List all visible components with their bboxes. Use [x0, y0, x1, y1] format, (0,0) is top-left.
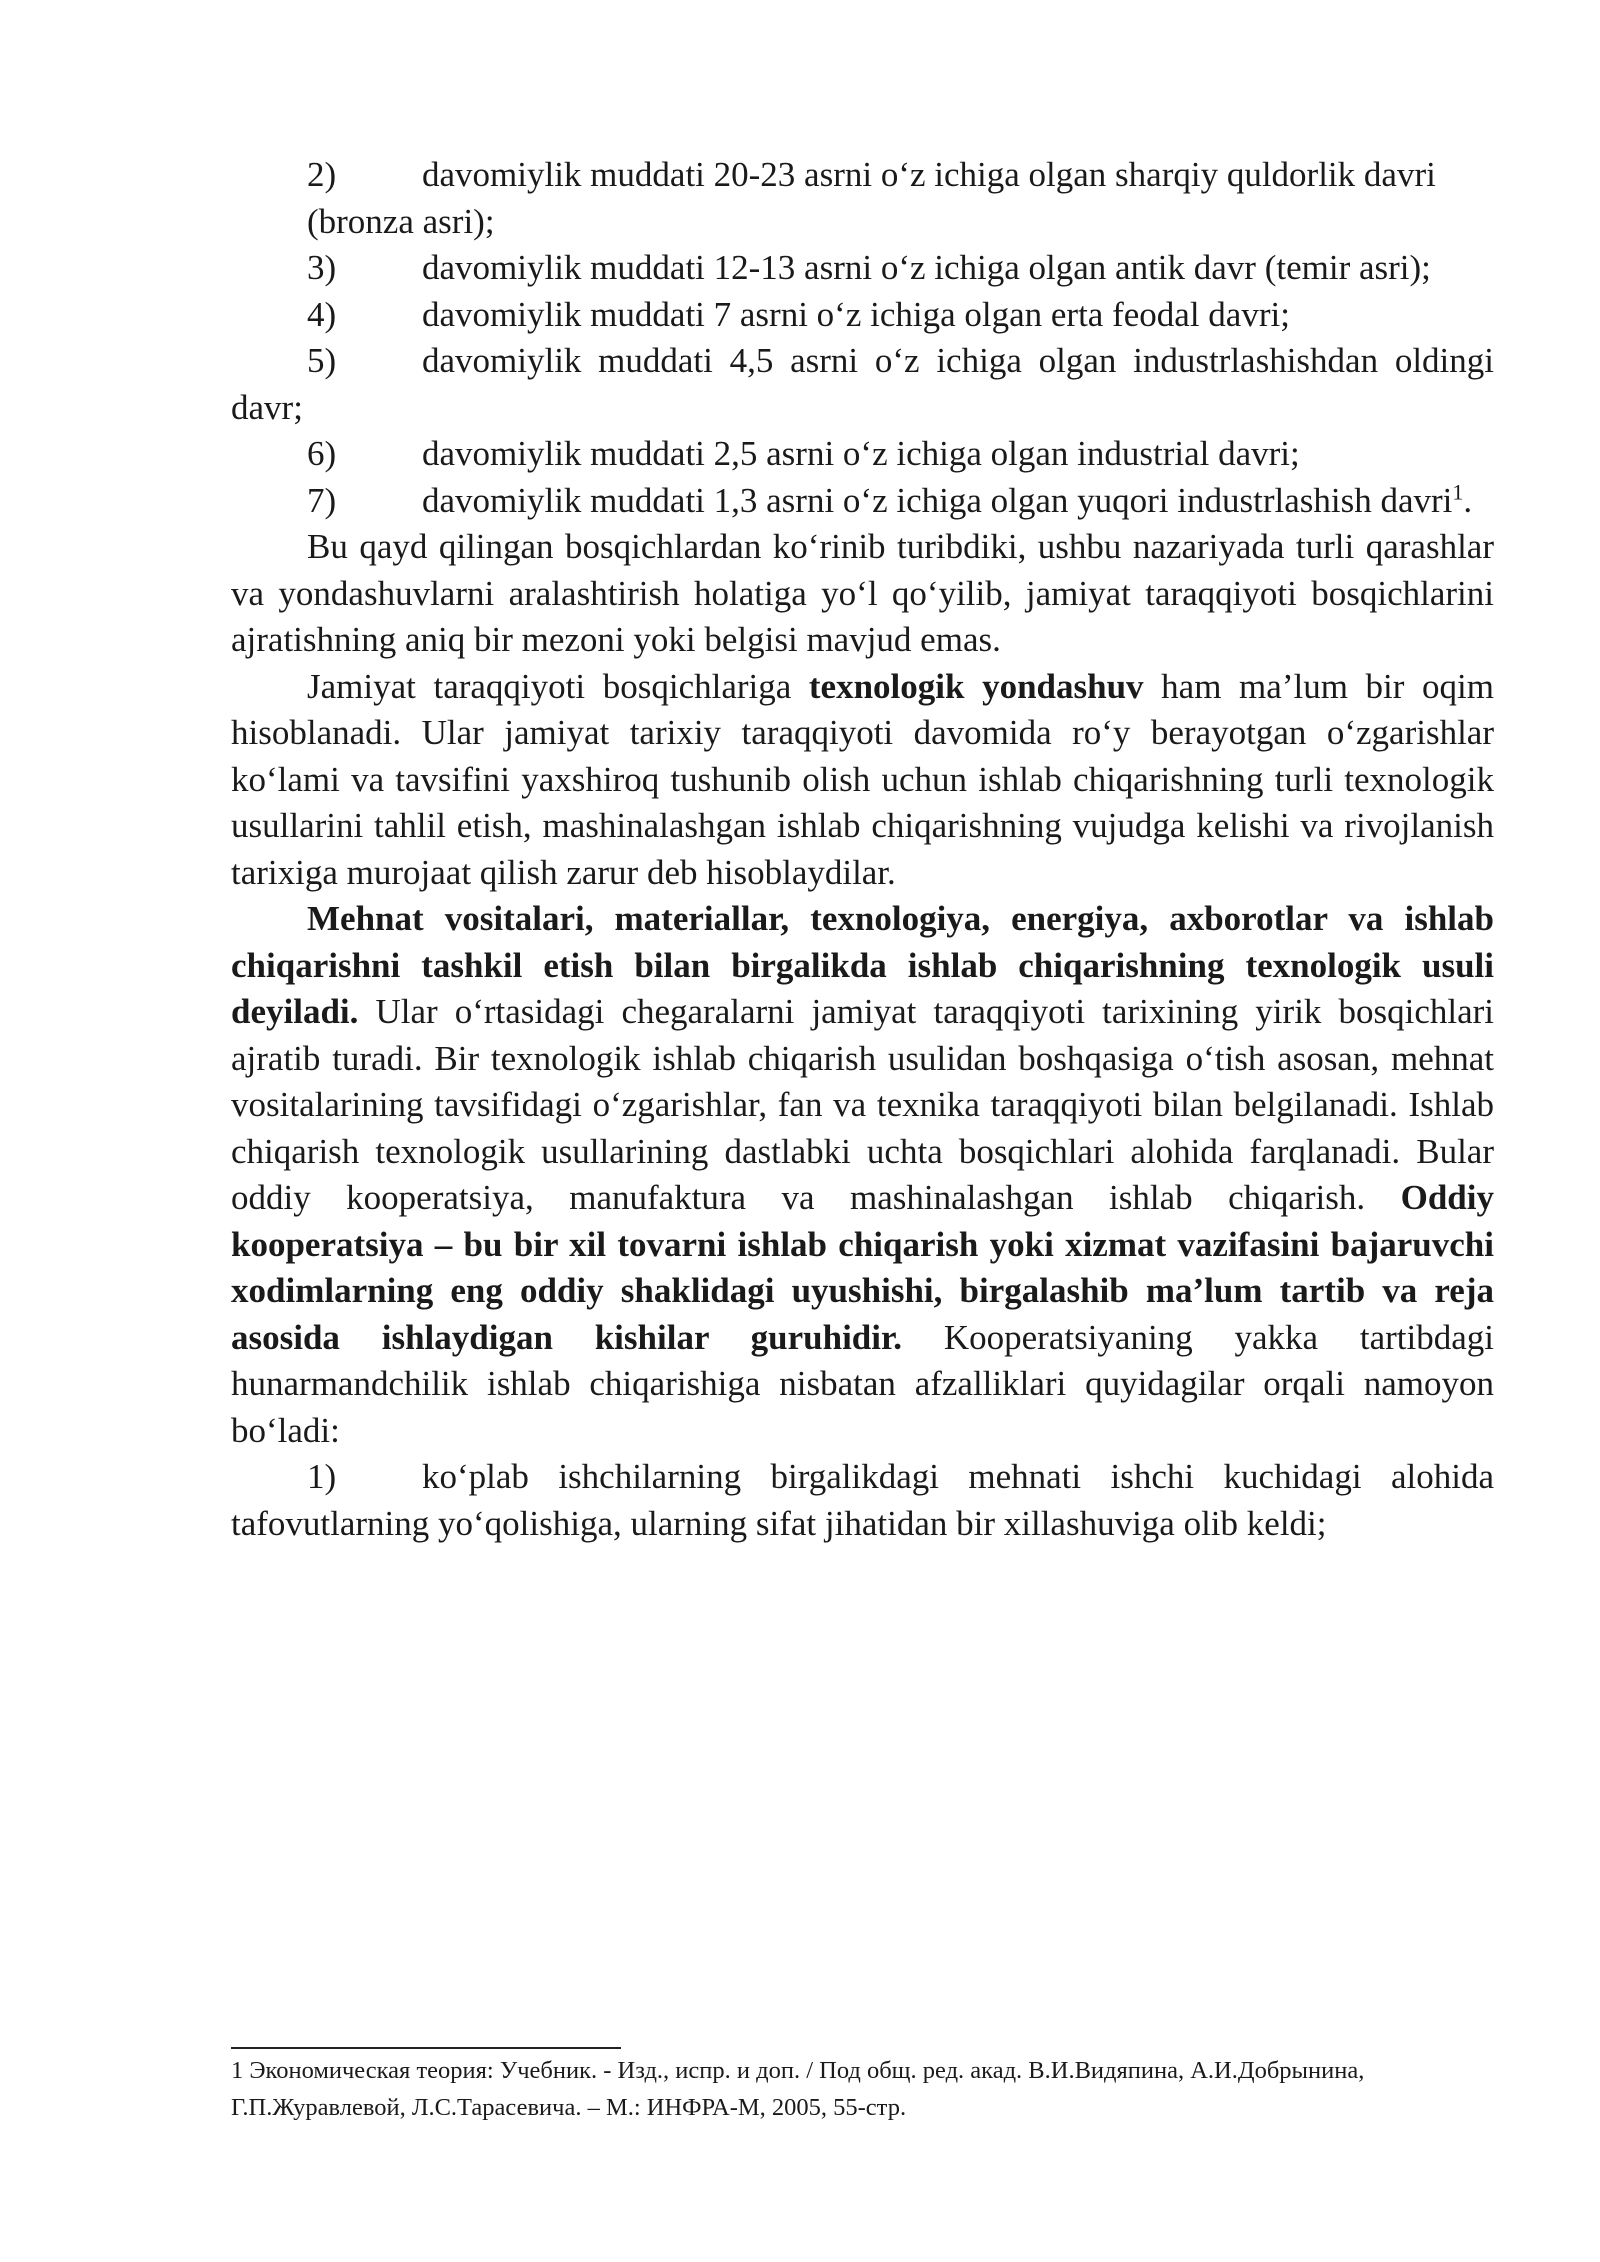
paragraph-text: Jamiyat taraqqiyoti bosqichlariga	[307, 666, 809, 706]
list-item-2	[231, 152, 1494, 199]
list-number: 3)	[307, 248, 337, 287]
list-text: davomiylik muddati 1,3 asrni o‘z ichiga olgan yuqori industrlashish davri	[422, 480, 1453, 520]
paragraph-text: ham ma’lum bir oqim hisoblanadi. Ular jamiyat tarixiy taraqqiyoti davomida ro‘y berayotgan o‘zgarishlar ko‘lami va tavsifini yaxshiroq tushunib olish uchun ishlab chiqarishning turli texnologik usullarini tahlil etish, mashinalashgan ishlab chiqarishning vujudga kelishi va rivojlanish tarixiga murojaat qilish zarur deb hisoblaydilar.	[231, 666, 1494, 892]
list-text: davomiylik muddati 7 asrni o‘z ichiga olgan erta feodal davri;	[422, 294, 1290, 334]
list-number: 1)	[307, 1457, 337, 1496]
list-text: davomiylik muddati 20-23 asrni o‘z ichiga olgan sharqiy quldorlik davri	[422, 155, 1436, 194]
footnote: 1 Экономическая теория: Учебник. - Изд., испр. и доп. / Под общ. ред. акад. В.И.Видяпина, А.И.Добрынина, Г.П.Журавлевой, Л.С.Тарасевича. – М.: ИНФРА-М, 2005, 55-стр.	[231, 2057, 1365, 2121]
list-number: 4)	[307, 294, 337, 334]
list-item-1	[231, 1454, 1494, 1547]
list-text: davomiylik muddati 4,5 asrni o‘z ichiga olgan industrlashishdan oldingi davr;	[231, 341, 1494, 427]
list-item-7	[231, 478, 1494, 525]
list-text: davomiylik muddati 12-13 asrni o‘z ichiga olgan antik davr (temir asri);	[422, 248, 1431, 287]
list-number: 6)	[307, 434, 337, 473]
paragraph-technological-mode	[231, 896, 1494, 1454]
list-text: ko‘plab ishchilarning birgalikdagi mehnati ishchi kuchidagi alohida tafovutlarning yo‘qolishiga, ularning sifat jihatidan bir xillashuviga olib keldi;	[231, 1457, 1494, 1543]
document-body	[231, 152, 1494, 1547]
list-number: 2)	[307, 155, 337, 194]
list-number: 7)	[307, 480, 337, 520]
footnote-separator	[231, 2047, 621, 2049]
list-number: 5)	[307, 341, 337, 380]
footnote-reference[interactable]: 1	[1452, 478, 1464, 504]
list-item-4	[231, 292, 1494, 339]
bold-term: texnologik yondashuv	[808, 666, 1144, 706]
list-text-tail: .	[1463, 480, 1473, 520]
list-item-2-continuation: (bronza asri);	[307, 201, 495, 241]
list-item-6	[231, 431, 1494, 478]
paragraph-text: Kooperatsiyaning yakka tartibdagi hunarmandchilik ishlab chiqarishiga nisbatan afzalliklari quyidagilar orqali namoyon bo‘ladi:	[231, 1317, 1494, 1450]
paragraph-text: Ular o‘rtasidagi chegaralarni jamiyat taraqqiyoti tarixining yirik bosqichlari ajratib turadi. Bir texnologik ishlab chiqarish usulidan boshqasiga o‘tish asosan, mehnat vositalarining tavsifidagi o‘zgarishlar, fan va texnika taraqqiyoti bilan belgilanadi. Ishlab chiqarish texnologik usullarining dastlabki uchta bosqichlari alohida farqlanadi. Bular oddiy kooperatsiya, manufaktura va mashinalashgan ishlab chiqarish.	[231, 992, 1494, 1217]
paragraph-technological-approach	[231, 664, 1494, 897]
list-item-5	[231, 338, 1494, 431]
paragraph-stages-summary: Bu qayd qilingan bosqichlardan ko‘rinib turibdiki, ushbu nazariyada turli qarashlar va yondashuvlarni aralashtirish holatiga yo‘l qo‘yilib, jamiyat taraqqiyoti bosqichlarini ajratishning aniq bir mezoni yoki belgisi mavjud emas.	[231, 527, 1494, 659]
bold-definition: Oddiy kooperatsiya – bu bir xil tovarni ishlab chiqarish yoki xizmat vazifasini bajaruvchi xodimlarning eng oddiy shaklidagi uyushishi, birgalashib ma’lum tartib va reja asosida ishlaydigan kishilar guruhidir.	[231, 1178, 1494, 1357]
list-text: davomiylik muddati 2,5 asrni o‘z ichiga olgan industrial davri;	[422, 434, 1300, 473]
bold-definition: Mehnat vositalari, materiallar, texnologiya, energiya, axborotlar va ishlab chiqarishni tashkil etish bilan birgalikda ishlab chiqarishning texnologik usuli deyiladi.	[231, 899, 1494, 1031]
list-item-3	[231, 245, 1494, 292]
